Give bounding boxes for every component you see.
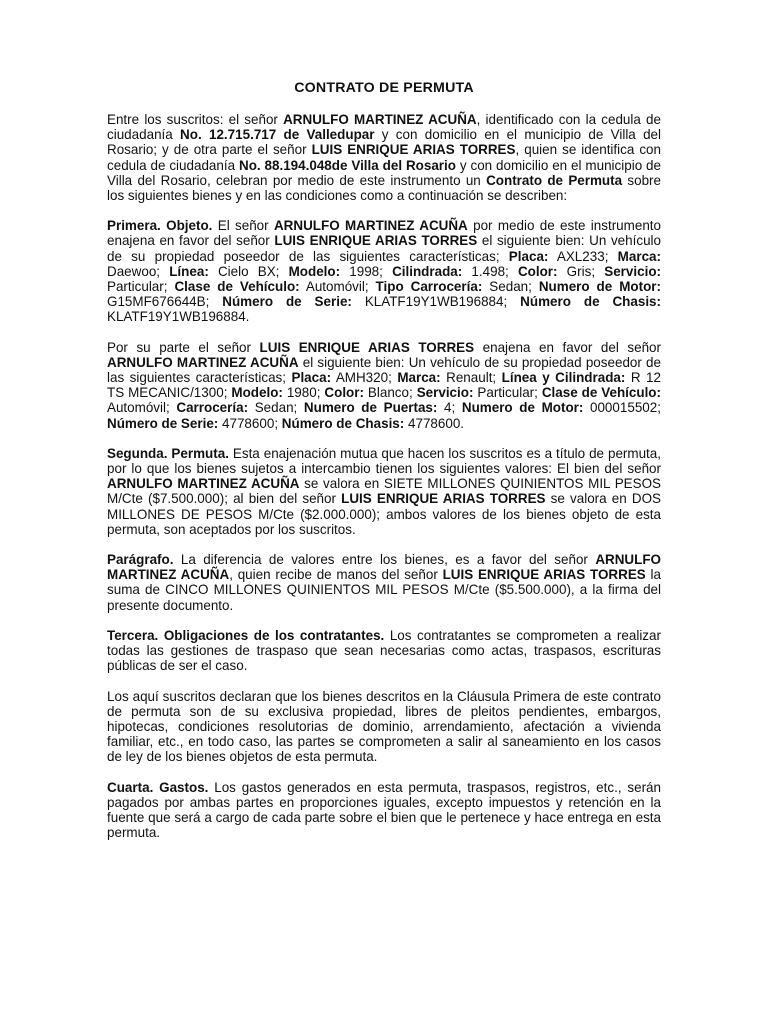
text-run: y con domicilio en el municipio de Villa del Rosario, celebran por medio de este instrumento un [107, 157, 662, 188]
document-body [107, 112, 661, 840]
text-run: la suma de CINCO MILLONES QUINIENTOS MIL PESOS M/Cte ($5.500.000), a la firma del presente documento. [107, 567, 661, 613]
bold-text-run: ARNULFO MARTINEZ ACUÑA [107, 354, 299, 370]
contract-paragraph [107, 628, 661, 674]
bold-text-run: Tipo Carrocería: [375, 279, 483, 295]
text-run: AXL233; [548, 248, 618, 264]
bold-text-run: Servicio: [416, 385, 474, 401]
bold-text-run: Número de Chasis: [281, 415, 405, 431]
bold-text-run: Placa: [291, 370, 332, 386]
bold-text-run: Numero de Motor: [538, 279, 661, 295]
text-run: Gris; [557, 263, 605, 279]
bold-text-run: No. 88.194.048de Villa del Rosario [238, 157, 456, 173]
bold-text-run: Modelo: [231, 385, 283, 401]
bold-text-run: Modelo: [288, 263, 341, 279]
text-run: Particular; [107, 279, 175, 295]
bold-text-run: Numero de Motor: [461, 400, 584, 416]
bold-text-run: Color: [517, 263, 558, 279]
bold-text-run: Clase de Vehículo: [174, 279, 300, 295]
bold-text-run: LUIS ENRIQUE ARIAS TORRES [311, 142, 516, 158]
text-run: La diferencia de valores entre los bienes, es a favor del señor [173, 552, 596, 568]
text-run: Automóvil; [107, 400, 177, 416]
contract-paragraph [107, 340, 661, 431]
contract-paragraph [107, 112, 661, 203]
bold-text-run: Tercera. Obligaciones de los contratantes. [107, 627, 385, 643]
text-run: el siguiente bien: Un vehículo de su propiedad poseedor de las siguientes características; [107, 233, 662, 264]
bold-text-run: Número de Serie: [222, 294, 352, 310]
text-run: Los gastos generados en esta permuta, traspasos, registros, etc., serán pagados por ambas partes en proporciones iguales, excepto impuestos y retención en la fuente que será a cargo de cada parte sobre el bien que le pertenece y hace entrega en esta permuta. [107, 779, 661, 841]
text-run: el siguiente bien: Un vehículo de su propiedad poseedor de las siguientes características; [107, 354, 662, 386]
bold-text-run: Número de Serie: [107, 415, 219, 431]
text-run: enajena en favor del señor [474, 339, 661, 355]
contract-paragraph [107, 689, 661, 765]
text-run: Cielo BX; [208, 263, 289, 279]
text-run: G15MF676644B; [107, 294, 223, 310]
text-run: y con domicilio en el municipio de Villa del Rosario; y de otra parte el señor [107, 127, 661, 158]
bold-text-run: Numero de Puertas: [303, 400, 438, 416]
bold-text-run: Segunda. Permuta. [107, 445, 229, 461]
text-run: por medio de este instrumento enajena en favor del señor [107, 218, 661, 249]
bold-text-run: Contrato de Permuta [486, 172, 623, 188]
text-run: Sedan; [482, 279, 539, 295]
contract-paragraph [107, 446, 661, 537]
bold-text-run: LUIS ENRIQUE ARIAS TORRES [259, 339, 475, 355]
bold-text-run: Carrocería: [176, 400, 249, 416]
text-run: se valora en SIETE MILLONES QUINIENTOS MIL PESOS M/Cte ($7.500.000); al bien del señor [107, 476, 662, 507]
text-run: se valora en DOS MILLONES DE PESOS M/Cte ($2.000.000); ambos valores de los bienes objeto de esta permuta, son aceptados por los suscritos. [107, 491, 662, 537]
text-run: Por su parte el señor [107, 339, 260, 355]
text-run: KLATF19Y1WB196884. [107, 309, 250, 325]
bold-text-run: Placa: [508, 248, 549, 264]
document-title: CONTRATO DE PERMUTA [294, 80, 474, 96]
bold-text-run: Cilindrada: [392, 263, 463, 279]
text-run: Renault; [440, 370, 502, 386]
text-run: sobre los siguientes bienes y en las condiciones como a continuación se describen: [107, 172, 661, 204]
contract-paragraph [107, 552, 661, 613]
text-run: Los aquí suscritos declaran que los bienes descritos en la Cláusula Primera de este contrato de permuta son de su exclusiva propiedad, libres de pleitos pendientes, embargos, hipotecas, condiciones resolutorias de dominio, arrendamiento, afectación a vivienda familiar, etc., en todo caso, las partes se comprometen a salir al saneamiento en los casos de ley de los bienes objetos de esta permuta. [107, 688, 661, 765]
text-run: Particular; [473, 385, 542, 401]
text-run: 000015502; [583, 400, 661, 416]
text-run: 1998; [340, 263, 393, 279]
bold-text-run: LUIS ENRIQUE ARIAS TORRES [442, 567, 646, 583]
text-run: Sedan; [248, 400, 304, 416]
text-run: 1.498; [462, 263, 518, 279]
bold-text-run: ARNULFO MARTINEZ ACUÑA [107, 476, 300, 492]
text-run: Blanco; [363, 385, 417, 401]
contract-paragraph [107, 218, 661, 324]
bold-text-run: LUIS ENRIQUE ARIAS TORRES [274, 233, 478, 249]
bold-text-run: ARNULFO MARTINEZ ACUÑA [273, 218, 468, 234]
bold-text-run: Color: [324, 385, 364, 401]
text-run: , quien recibe de manos del señor [229, 567, 443, 583]
bold-text-run: ARNULFO MARTINEZ ACUÑA [107, 552, 661, 583]
bold-text-run: Número de Chasis: [520, 294, 661, 310]
bold-text-run: Primera. Objeto. [107, 218, 213, 234]
bold-text-run: Línea y Cilindrada: [501, 370, 626, 386]
bold-text-run: ARNULFO MARTINEZ ACUÑA [283, 112, 477, 127]
text-run: , identificado con la cedula de ciudadanía [107, 112, 661, 143]
bold-text-run: Clase de Vehículo: [541, 385, 661, 401]
text-run: Los contratantes se comprometen a realizar todas las gestiones de traspaso que sean necesarias como actas, traspasos, escrituras públicas de ser el caso. [107, 627, 661, 674]
text-run: KLATF19Y1WB196884; [351, 294, 521, 310]
text-run: R 12 TS MECANIC/1300; [107, 370, 661, 401]
text-run: Entre los suscritos: el señor [107, 112, 284, 127]
bold-text-run: No. 12.715.717 de Valledupar [180, 127, 375, 143]
text-run: 4778600. [404, 415, 465, 431]
text-run: 4778600; [218, 415, 282, 431]
text-run: 1980; [282, 385, 325, 401]
bold-text-run: Línea: [169, 263, 209, 279]
bold-text-run: Parágrafo. [107, 552, 174, 568]
text-run: Esta enajenación mutua que hacen los suscritos es a título de permuta, por lo que los bienes sujetos a intercambio tienen los siguientes valores: El bien del señor [107, 445, 661, 477]
contract-paragraph [107, 780, 661, 841]
text-run: AMH320; [331, 370, 398, 386]
text-run: , quien se identifica con cedula de ciudadanía [107, 142, 661, 173]
text-run: Daewoo; [107, 263, 170, 279]
text-run: El señor [212, 218, 274, 234]
text-run: 4; [437, 400, 462, 416]
bold-text-run: Marca: [397, 370, 441, 386]
text-run: Automóvil; [299, 279, 376, 295]
bold-text-run: Marca: [617, 248, 661, 264]
bold-text-run: Servicio: [604, 263, 661, 279]
bold-text-run: Cuarta. Gastos. [107, 779, 209, 795]
bold-text-run: LUIS ENRIQUE ARIAS TORRES [341, 491, 546, 507]
